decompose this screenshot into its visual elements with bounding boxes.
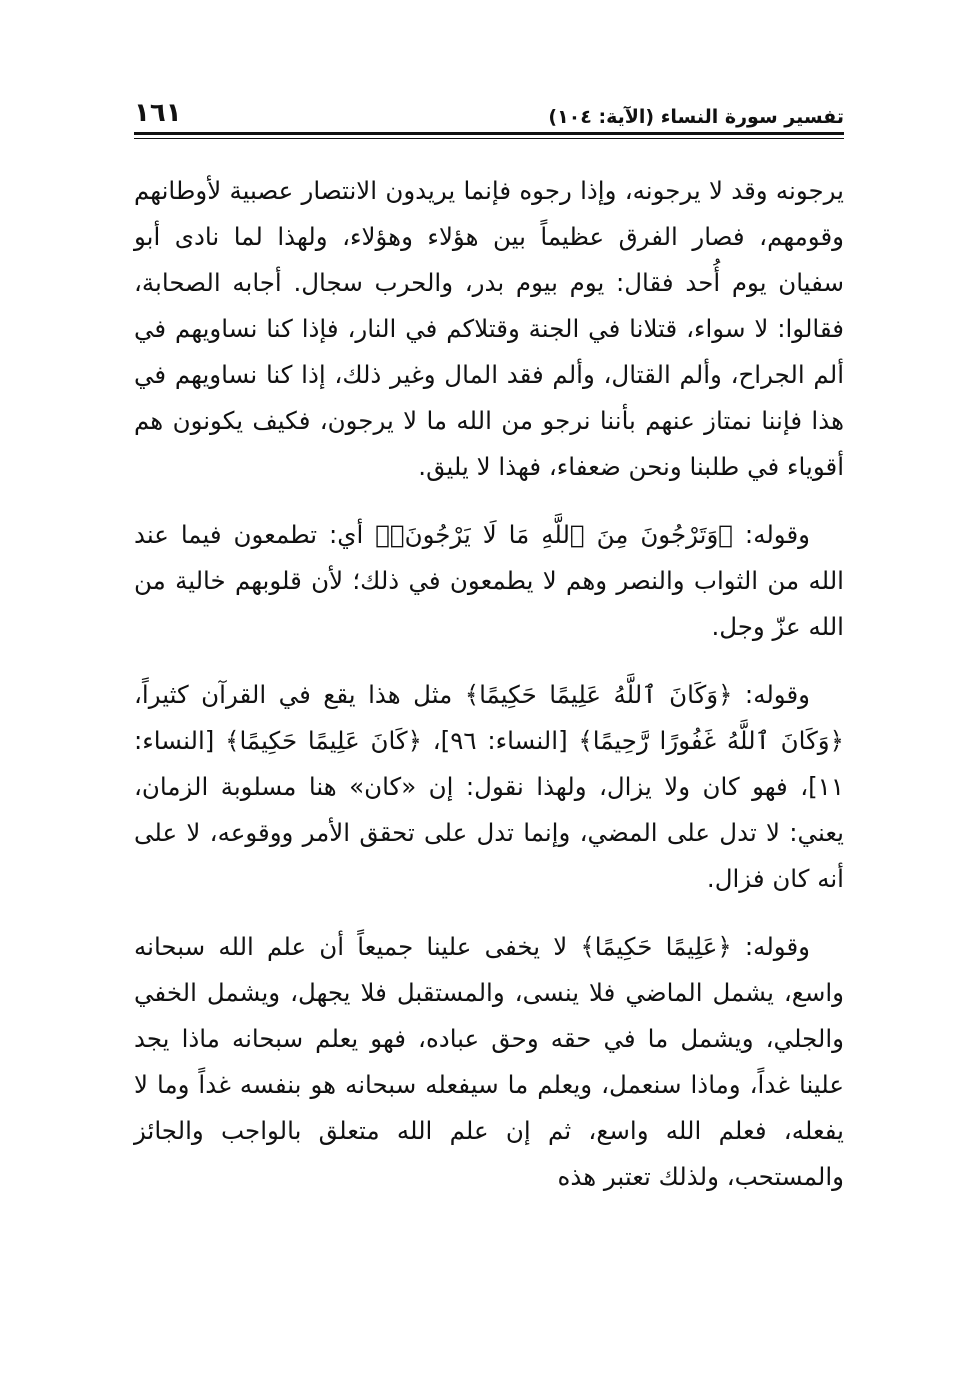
paragraph-3: وقوله: ﴿وَكَانَ ٱللَّهُ عَلِيمًا حَكِيمًا﴾ مثل هذا يقع في القرآن كثيراً، ﴿وَكَانَ ٱللَّهُ غَفُورًا رَّحِيمًا﴾ [النساء: ٩٦]، ﴿كَانَ عَلِيمًا حَكِيمًا﴾ [النساء: ١١]، فهو كان ولا يزال، ولهذا نقول: إن «كان» هنا مسلوبة الزمان، يعني: لا تدل على المضي، وإنما تدل على تحقق الأمر ووقوعه، لا على أنه كان فزال.	[134, 680, 844, 893]
page-header	[134, 92, 844, 128]
body-text	[134, 168, 844, 1222]
running-title: تفسير سورة النساء (الآية: ١٠٤)	[548, 106, 844, 128]
paragraph-4: وقوله: ﴿عَلِيمًا حَكِيمًا﴾ لا يخفى علينا جميعاً أن علم الله سبحانه واسع، يشمل الماضي فلا ينسى، والمستقبل فلا يجهل، ويشمل الخفي والجلي، ويشمل ما في حقه وحق عباده، فهو يعلم سبحانه ماذا يجد علينا غداً، وماذا سنعمل، ويعلم ما سيفعله سبحانه هو بنفسه غداً وما لا يفعله، فعلم الله واسع، ثم إن علم الله متعلق بالواجب والجائز والمستحب، ولذلك تعتبر هذه	[134, 932, 844, 1191]
paragraph-2: وقوله: ﴿وَتَرْجُونَ مِنَ ٱللَّهِ مَا لَا يَرْجُونَۗ﴾ أي: تطمعون فيما عند الله من الثواب والنصر وهم لا يطمعون في ذلك؛ لأن قلوبهم خالية من الله عزّ وجل.	[134, 520, 844, 641]
paragraph-1: يرجونه وقد لا يرجونه، وإذا رجوه فإنما يريدون الانتصار عصبية لأوطانهم وقومهم، فصار الفرق عظيماً بين هؤلاء وهؤلاء، ولهذا لما نادى أبو سفيان يوم أُحد فقال: يوم بيوم بدر، والحرب سجال. أجابه الصحابة، فقالوا: لا سواء، قتلانا في الجنة وقتلاكم في النار، فإذا كنا نساويهم في ألم الجراح، وألم القتال، وألم فقد المال وغير ذلك، إذا كنا نساويهم في هذا فإننا نمتاز عنهم بأننا نرجو من الله ما لا يرجون، فكيف يكونون هم أقوياء في طلبنا ونحن ضعفاء، فهذا لا يليق.	[134, 176, 844, 481]
page-number: ١٦١	[134, 98, 182, 128]
header-rule-thick	[134, 132, 844, 135]
header-rule-thin	[134, 138, 844, 139]
